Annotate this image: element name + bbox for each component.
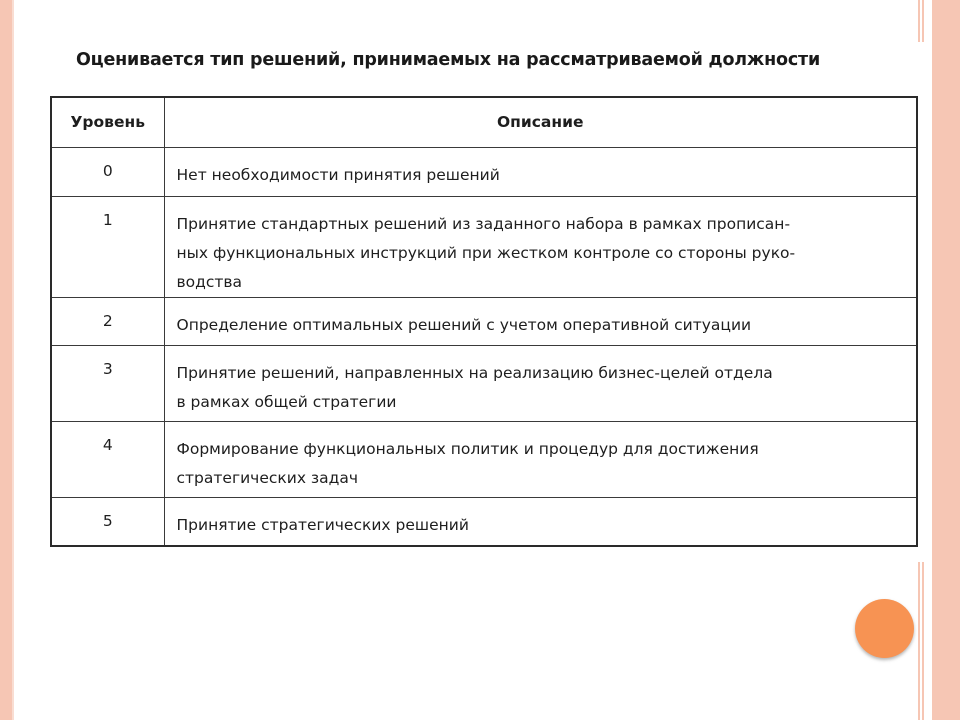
frame-stripe [932,0,960,720]
table-row [51,421,917,497]
description-line: Принятие стратегических решений [176,515,469,534]
description-line: Определение оптимальных решений с учетом оперативной ситуации [176,315,752,334]
table-row [51,497,917,546]
description-line: водства [176,272,243,291]
decision-levels-table [50,96,918,547]
description-line: стратегических задач [176,468,359,487]
description-cell [164,297,917,345]
table-row [51,297,917,345]
level-cell: 2 [51,297,164,345]
table-row [51,196,917,297]
document-title: Оценивается тип решений, принимаемых на рассматриваемой должности [76,50,821,70]
description-line: Принятие стандартных решений из заданного набора в рамках прописан- [176,214,791,233]
description-line: Нет необходимости принятия решений [176,165,500,184]
level-cell: 0 [51,147,164,196]
decorative-circle [855,599,914,658]
description-line: ных функциональных инструкций при жестком контроле со стороны руко- [176,243,796,262]
description-line: Формирование функциональных политик и процедур для достижения [176,439,759,458]
level-cell: 5 [51,497,164,546]
description-line: Принятие решений, направленных на реализацию бизнес-целей отдела [176,363,773,382]
description-cell [164,196,917,297]
description-line: в рамках общей стратегии [176,392,397,411]
table-row [51,147,917,196]
header-description: Описание [164,97,917,147]
level-cell: 4 [51,421,164,497]
table-row [51,345,917,421]
table-header-row [51,97,917,147]
description-cell [164,497,917,546]
description-cell [164,147,917,196]
level-cell: 1 [51,196,164,297]
level-cell: 3 [51,345,164,421]
description-cell [164,421,917,497]
slide-frame-left [0,0,12,720]
header-level: Уровень [51,97,164,147]
description-cell [164,345,917,421]
